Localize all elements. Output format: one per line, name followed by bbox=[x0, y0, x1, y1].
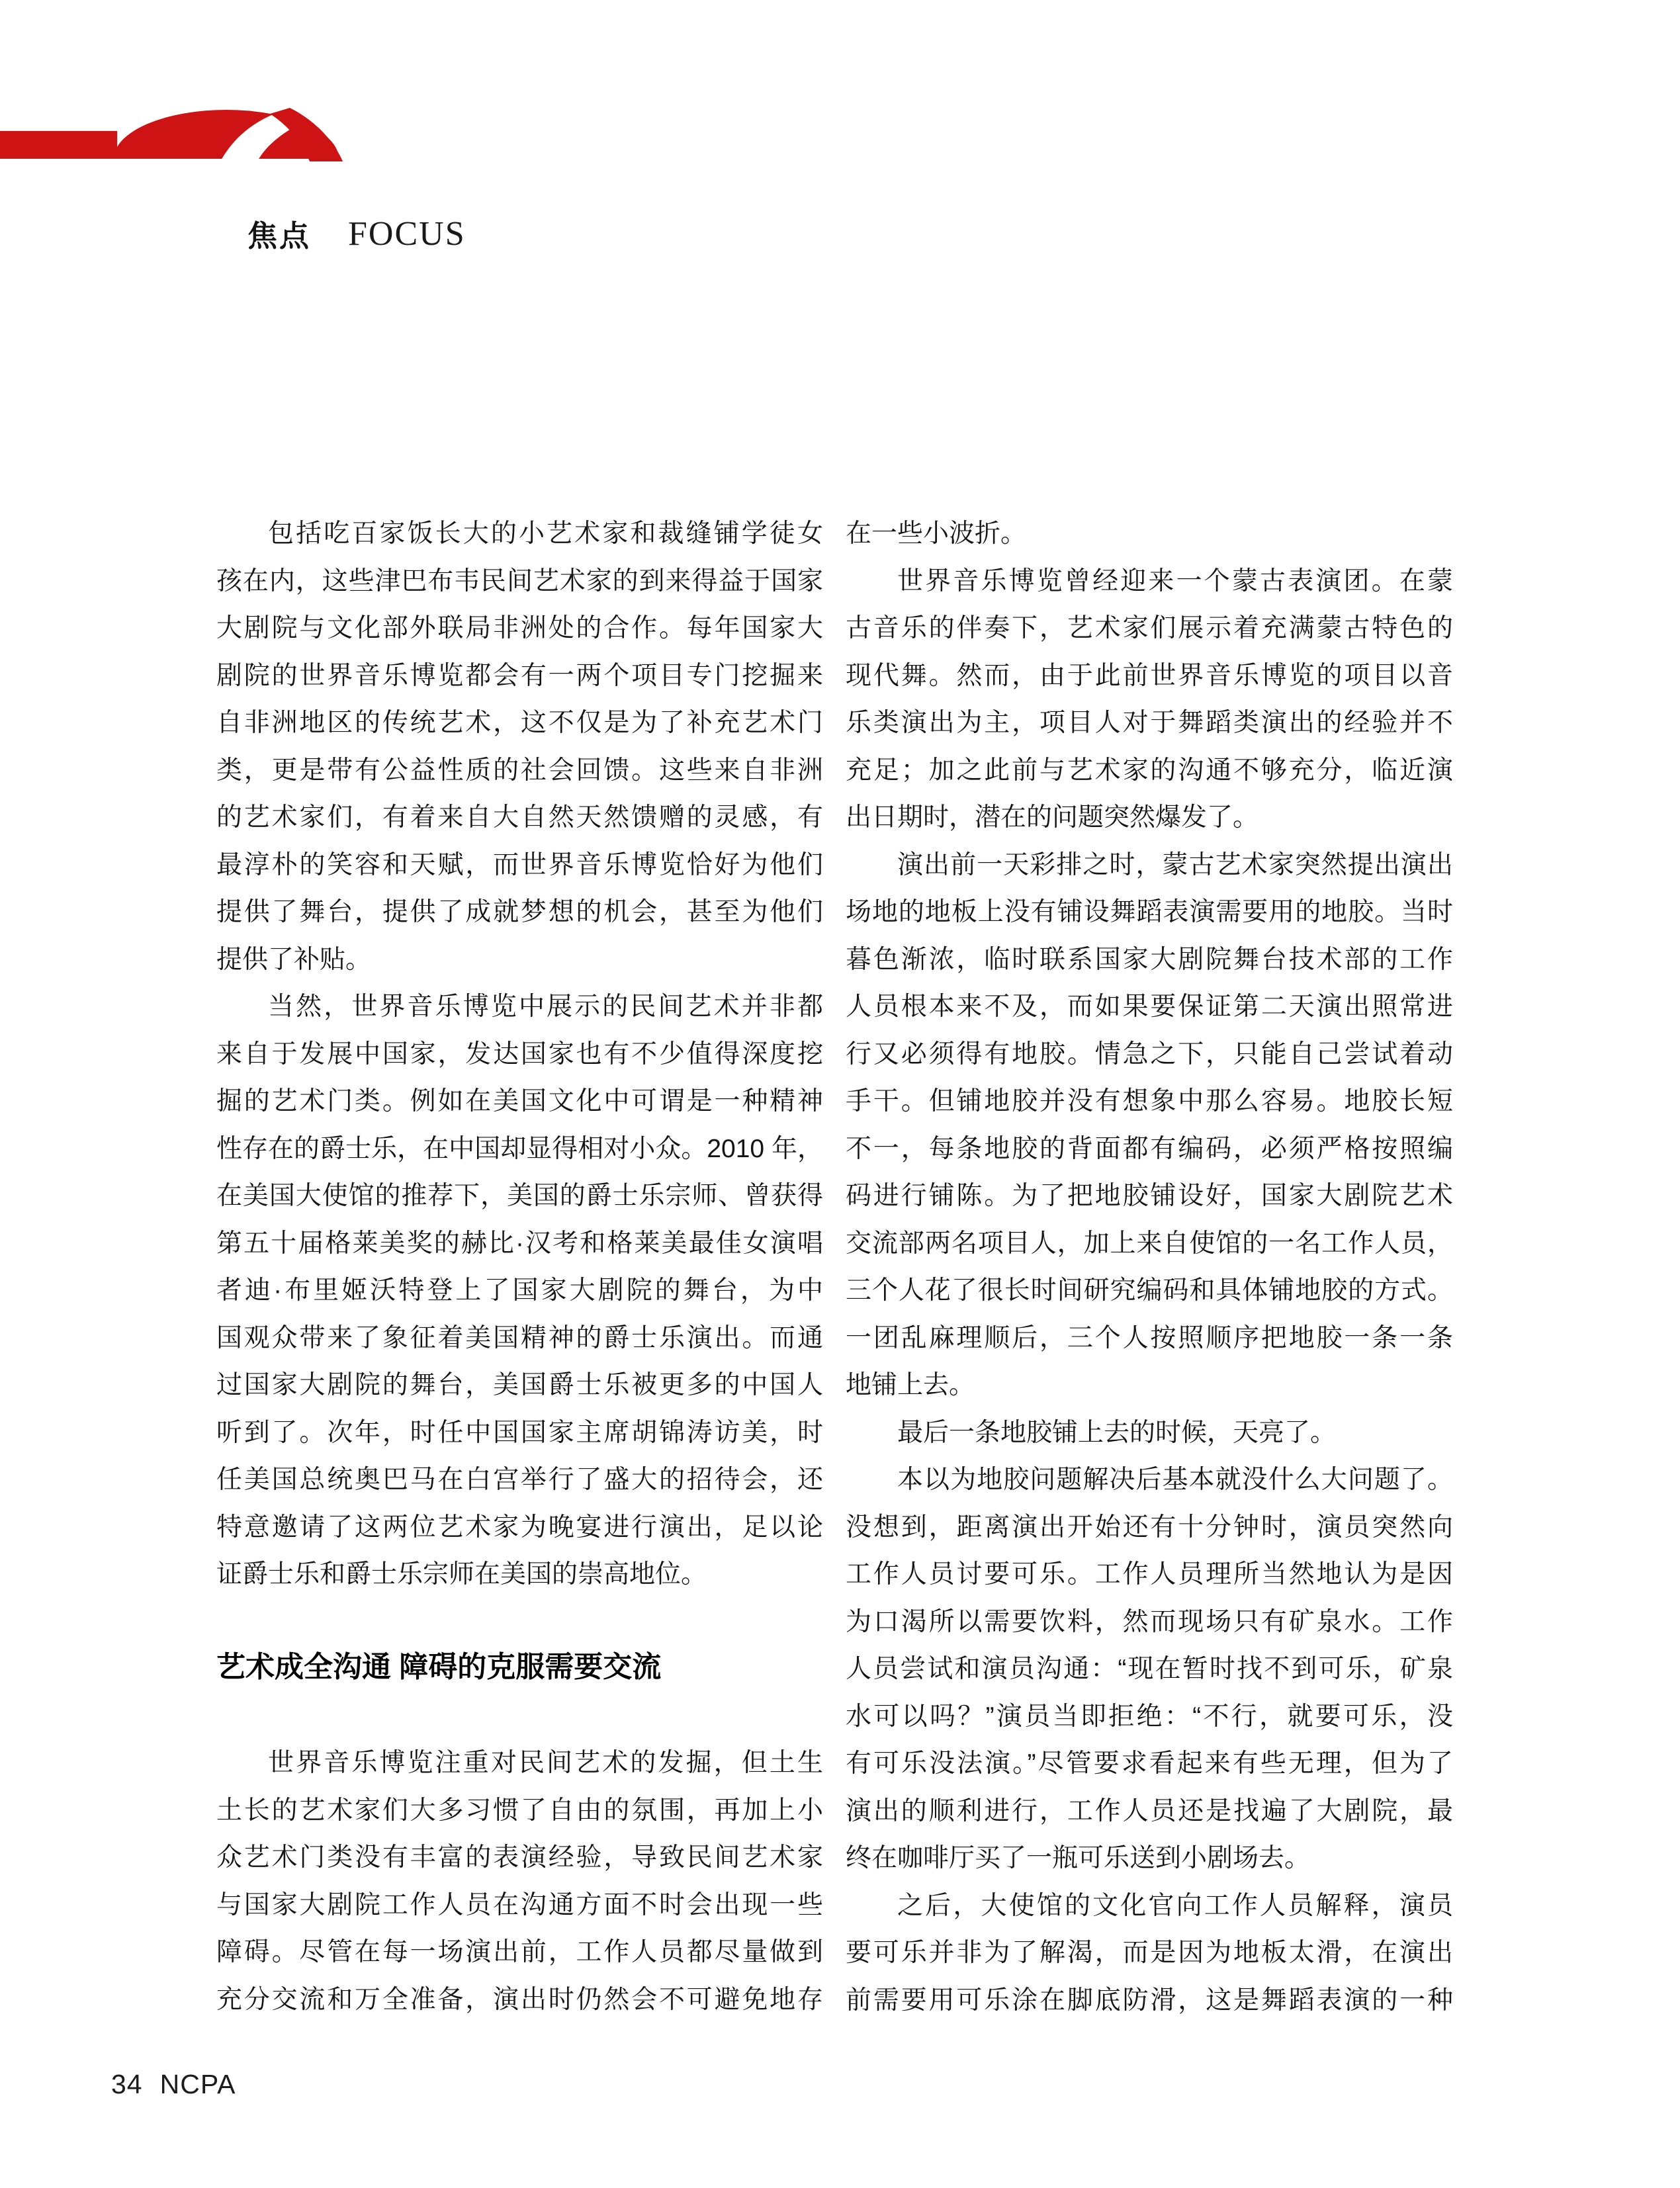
text-line: 之后，大使馆的文化官向工作人员解释，演员 bbox=[897, 1891, 1453, 1920]
text-line: 终在咖啡厅买了一瓶可乐送到小剧场去。 bbox=[846, 1844, 1311, 1872]
text-line: 出日期时，潜在的问题突然爆发了。 bbox=[846, 803, 1259, 832]
text-line: 本以为地胶问题解决后基本就没什么大问题了。 bbox=[897, 1466, 1453, 1494]
text-line: 最后一条地胶铺上去的时候，天亮了。 bbox=[897, 1418, 1337, 1447]
text-line: 提供了补贴。 bbox=[216, 945, 372, 974]
text-line: 在一些小波折。 bbox=[846, 519, 1027, 548]
text-line: 手干。但铺地胶并没有想象中那么容易。地胶长短 bbox=[846, 1087, 1453, 1116]
section-title-en: FOCUS bbox=[348, 215, 466, 253]
text-line: 地铺上去。 bbox=[846, 1371, 975, 1399]
text-line: 世界音乐博览曾经迎来一个蒙古表演团。在蒙 bbox=[897, 566, 1453, 595]
text-line: 工作人员讨要可乐。工作人员理所当然地认为是因 bbox=[846, 1560, 1453, 1589]
focus-swoosh-logo bbox=[0, 93, 516, 179]
text-line: 的艺术家们，有着来自大自然天然馈赠的灵感，有 bbox=[216, 803, 823, 832]
text-line: 孩在内，这些津巴布韦民间艺术家的到来得益于国家 bbox=[216, 566, 823, 595]
text-line: 提供了舞台，提供了成就梦想的机会，甚至为他们 bbox=[216, 898, 823, 926]
text-line: 现代舞。然而，由于此前世界音乐博览的项目以音 bbox=[846, 661, 1453, 690]
text-line: 充分交流和万全准备，演出时仍然会不可避免地存 bbox=[216, 1985, 823, 2014]
red-bar-shape bbox=[0, 131, 117, 159]
text-line: 土长的艺术家们大多习惯了自由的氛围，再加上小 bbox=[216, 1796, 823, 1825]
text-line: 要可乐并非为了解渴，而是因为地板太滑，在演出 bbox=[846, 1939, 1453, 1967]
text-line: 掘的艺术门类。例如在美国文化中可谓是一种精神 bbox=[216, 1087, 823, 1116]
text-line: 性存在的爵士乐，在中国却显得相对小众。2010 年， bbox=[216, 1134, 823, 1163]
text-line: 者迪·布里姬沃特登上了国家大剧院的舞台，为中 bbox=[216, 1276, 823, 1305]
text-line: 一团乱麻理顺后，三个人按照顺序把地胶一条一条 bbox=[846, 1323, 1453, 1352]
text-line: 人员根本来不及，而如果要保证第二天演出照常进 bbox=[846, 992, 1453, 1021]
text-line: 码进行铺陈。为了把地胶铺设好，国家大剧院艺术 bbox=[846, 1182, 1453, 1210]
page-number: 34 bbox=[111, 2069, 143, 2099]
text-line: 场地的地板上没有铺设舞蹈表演需要用的地胶。当时 bbox=[846, 898, 1453, 926]
text-line: 第五十届格莱美奖的赫比·汉考和格莱美最佳女演唱 bbox=[216, 1229, 823, 1258]
text-line: 充足；加之此前与艺术家的沟通不够充分，临近演 bbox=[846, 756, 1453, 785]
text-line: 不一，每条地胶的背面都有编码，必须严格按照编 bbox=[846, 1134, 1453, 1163]
text-line: 有可乐没法演。”尽管要求看起来有些无理，但为了 bbox=[846, 1749, 1453, 1778]
text-line: 为口渴所以需要饮料，然而现场只有矿泉水。工作 bbox=[846, 1607, 1453, 1636]
text-line: 演出前一天彩排之时，蒙古艺术家突然提出演出 bbox=[897, 850, 1453, 879]
text-line: 交流部两名项目人，加上来自使馆的一名工作人员， bbox=[846, 1229, 1453, 1258]
header-banner bbox=[0, 93, 516, 253]
text-line: 类，更是带有公益性质的社会回馈。这些来自非洲 bbox=[216, 756, 823, 785]
text-line: 世界音乐博览注重对民间艺术的发掘，但土生 bbox=[268, 1749, 823, 1777]
text-line: 乐类演出为主，项目人对于舞蹈类演出的经验并不 bbox=[846, 709, 1453, 737]
text-line: 障碍。尽管在每一场演出前，工作人员都尽量做到 bbox=[216, 1938, 823, 1966]
text-line: 在美国大使馆的推荐下，美国的爵士乐宗师、曾获得 bbox=[216, 1182, 823, 1210]
text-line: 剧院的世界音乐博览都会有一两个项目专门挖掘来 bbox=[216, 661, 823, 690]
text-line: 最淳朴的笑容和天赋，而世界音乐博览恰好为他们 bbox=[216, 850, 823, 879]
text-line: 包括吃百家饭长大的小艺术家和裁缝铺学徒女 bbox=[268, 519, 823, 548]
text-line: 自非洲地区的传统艺术，这不仅是为了补充艺术门 bbox=[216, 709, 823, 737]
text-line: 古音乐的伴奏下，艺术家们展示着充满蒙古特色的 bbox=[846, 614, 1453, 642]
text-line: 国观众带来了象征着美国精神的爵士乐演出。而通 bbox=[216, 1323, 823, 1352]
text-line: 证爵士乐和爵士乐宗师在美国的崇高地位。 bbox=[216, 1560, 707, 1589]
text-line: 众艺术门类没有丰富的表演经验，导致民间艺术家 bbox=[216, 1843, 823, 1872]
text-line: 暮色渐浓，临时联系国家大剧院舞台技术部的工作 bbox=[846, 945, 1453, 974]
text-line: 大剧院与文化部外联局非洲处的合作。每年国家大 bbox=[216, 614, 823, 642]
text-line: 水可以吗？”演员当即拒绝：“不行，就要可乐，没 bbox=[846, 1702, 1453, 1731]
magazine-code: NCPA bbox=[159, 2069, 236, 2099]
text-line: 行又必须得有地胶。情急之下，只能自己尝试着动 bbox=[846, 1039, 1453, 1069]
section-heading: 艺术成全沟通 障碍的克服需要交流 bbox=[216, 1650, 662, 1683]
text-line: 三个人花了很长时间研究编码和具体铺地胶的方式。 bbox=[846, 1276, 1453, 1305]
text-line: 过国家大剧院的舞台，美国爵士乐被更多的中国人 bbox=[216, 1371, 823, 1399]
left-column bbox=[216, 510, 823, 2023]
text-line: 任美国总统奥巴马在白宫举行了盛大的招待会，还 bbox=[216, 1466, 823, 1494]
text-line: 人员尝试和演员沟通：“现在暂时找不到可乐，矿泉 bbox=[846, 1655, 1453, 1683]
text-line: 听到了。次年，时任中国国家主席胡锦涛访美，时 bbox=[216, 1418, 823, 1447]
right-column bbox=[846, 510, 1453, 2024]
text-line: 与国家大剧院工作人员在沟通方面不时会出现一些 bbox=[216, 1890, 823, 1919]
text-line: 没想到，距离演出开始还有十分钟时，演员突然向 bbox=[846, 1512, 1453, 1542]
text-line: 前需要用可乐涂在脚底防滑，这是舞蹈表演的一种 bbox=[846, 1986, 1453, 2015]
text-line: 当然，世界音乐博览中展示的民间艺术并非都 bbox=[268, 992, 823, 1021]
section-title-zh: 焦点 bbox=[247, 219, 312, 253]
text-line: 来自于发展中国家，发达国家也有不少值得深度挖 bbox=[216, 1039, 823, 1069]
page-footer bbox=[111, 2068, 236, 2100]
text-line: 演出的顺利进行，工作人员还是找遍了大剧院，最 bbox=[846, 1796, 1453, 1825]
text-line: 特意邀请了这两位艺术家为晚宴进行演出，足以论 bbox=[216, 1512, 823, 1542]
